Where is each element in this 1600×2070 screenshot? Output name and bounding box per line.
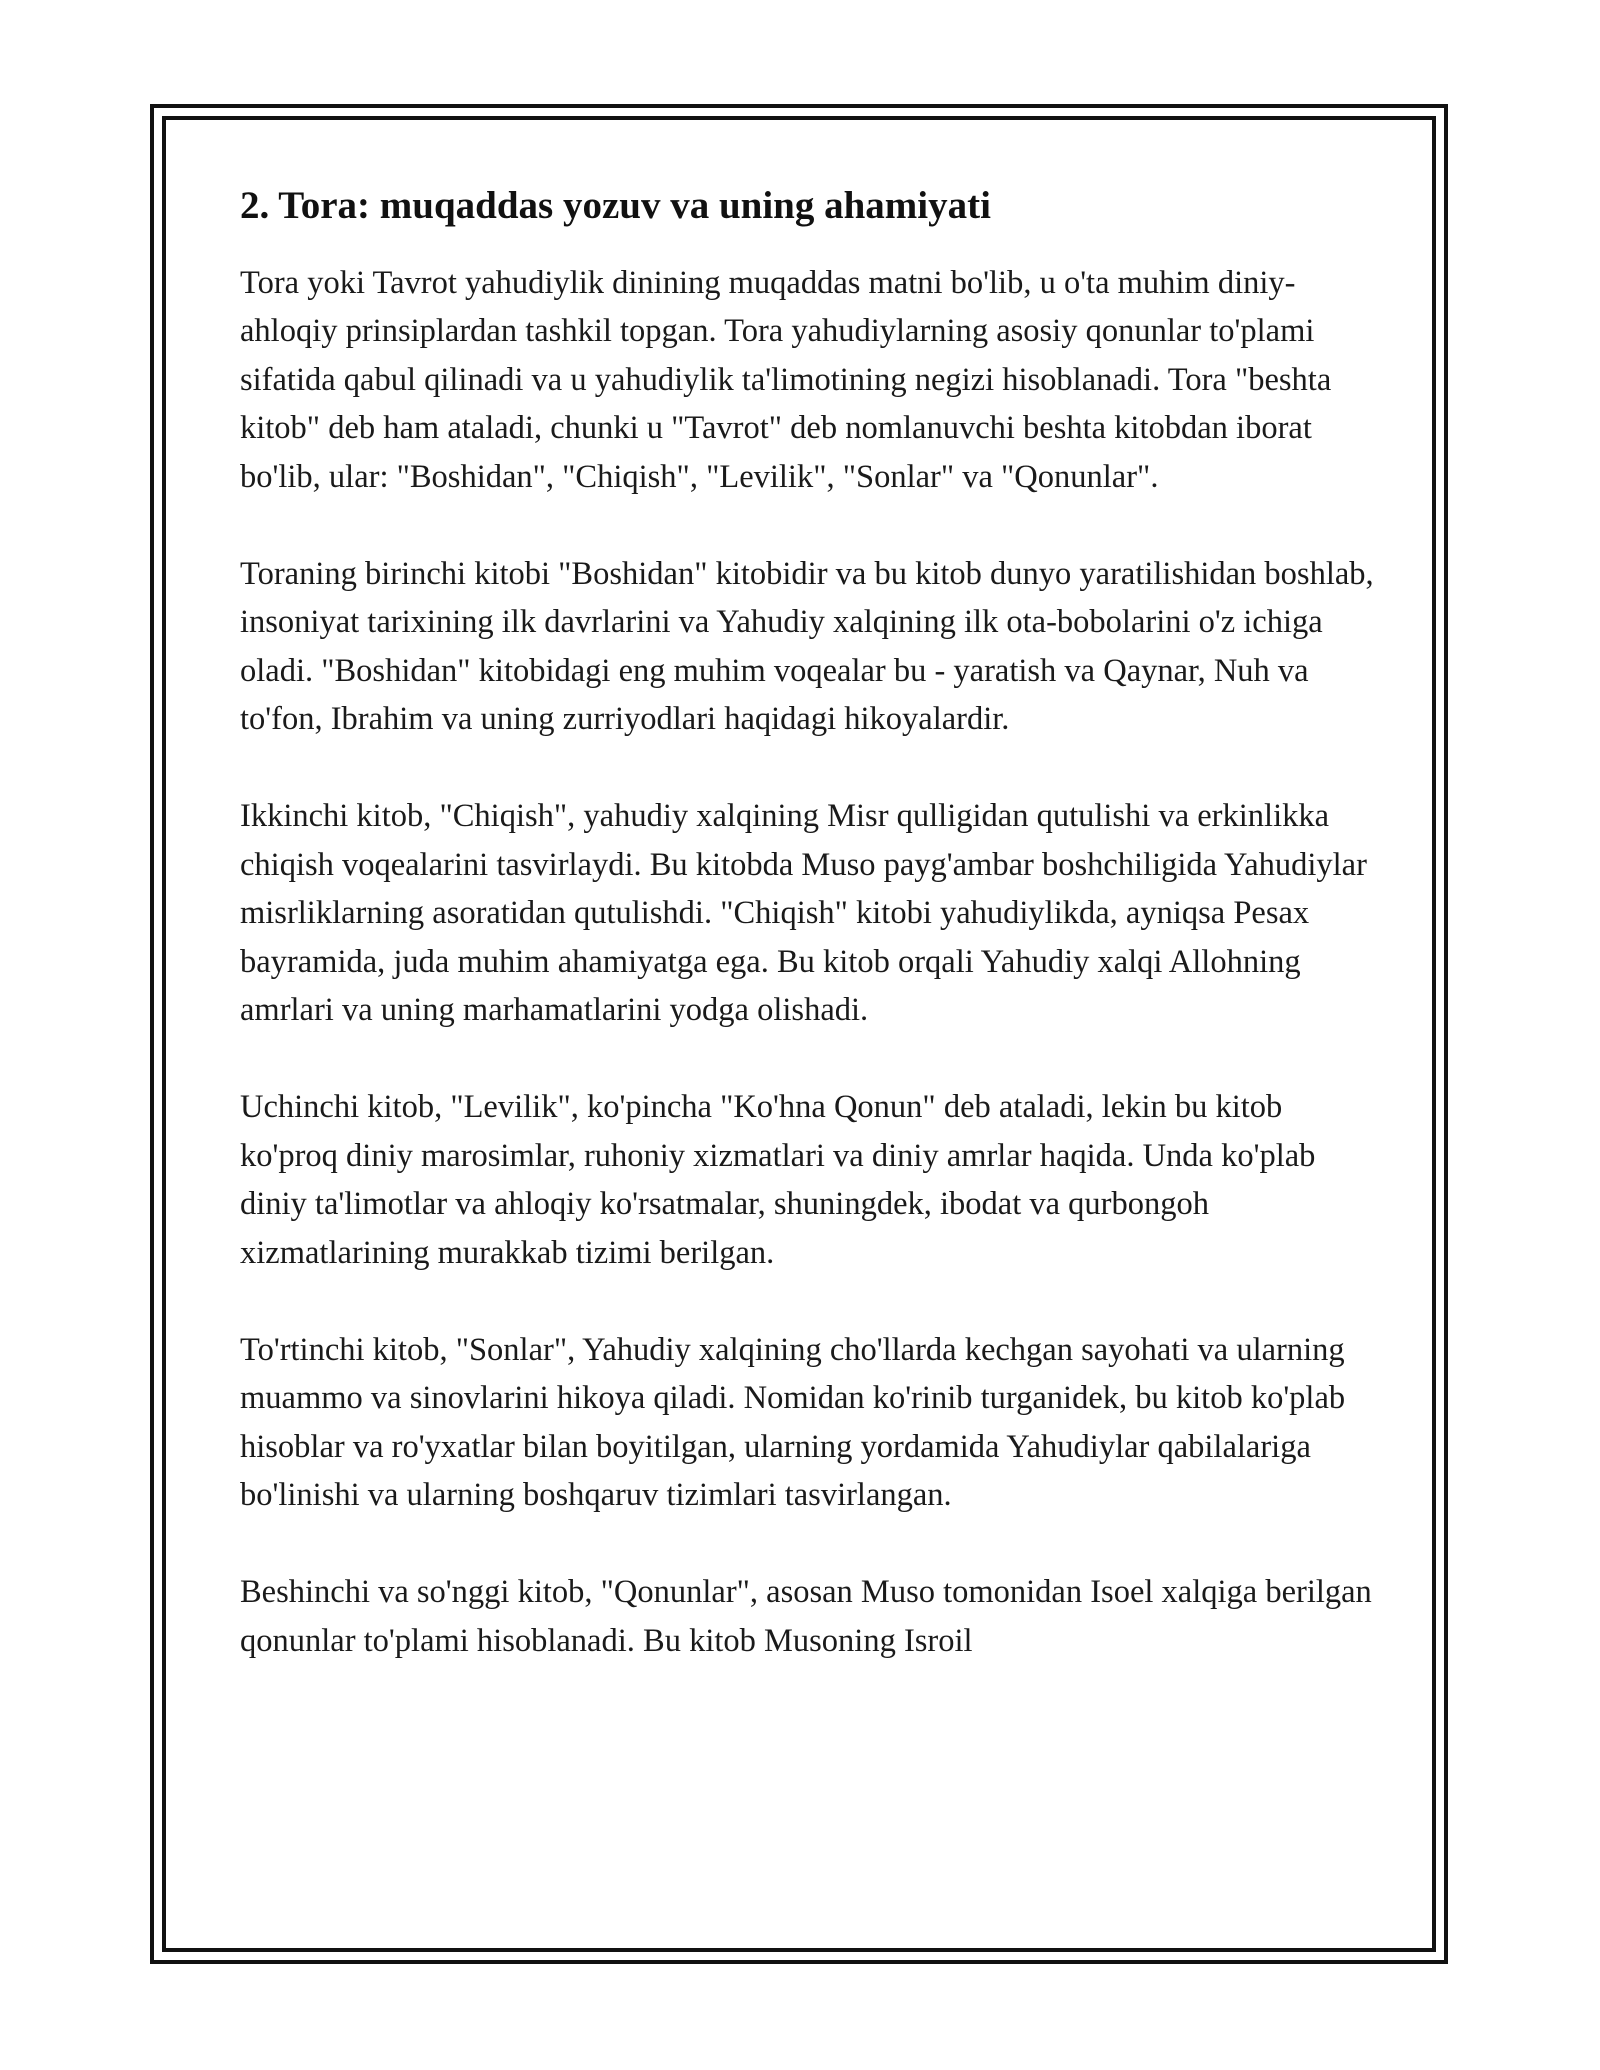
paragraph-intro: Tora yoki Tavrot yahudiylik dinining muqaddas matni bo'lib, u o'ta muhim diniy-ahloqiy prinsiplardan tashkil topgan. Tora yahudiylarning asosiy qonunlar to'plami sifatida qabul qilinadi va u yahudiylik ta'limotining negizi hisoblanadi. Tora "beshta kitob" deb ham ataladi, chunki u "Tavrot" deb nomlanuvchi beshta kitobdan iborat bo'lib, ular: "Boshidan", "Chiqish", "Levilik", "Sonlar" va "Qonunlar". — [240, 264, 1332, 495]
section-heading: 2. Tora: muqaddas yozuv va uning ahamiyati — [240, 184, 991, 227]
paragraph-fifth-book: Beshinchi va so'nggi kitob, "Qonunlar", asosan Muso tomonidan Isoel xalqiga berilgan qonunlar to'plami hisoblanadi. Bu kitob Musoning Isroil — [240, 1574, 1372, 1659]
document-body — [240, 182, 1380, 1714]
paragraph-second-book: Ikkinchi kitob, "Chiqish", yahudiy xalqining Misr qulligidan qutulishi va erkinlikka chiqish voqealarini tasvirlaydi. Bu kitobda Muso payg'ambar boshchiligida Yahudiylar misrliklarning asoratidan qutulishdi. "Chiqish" kitobi yahudiylikda, ayniqsa Pesax bayramida, juda muhim ahamiyatga ega. Bu kitob orqali Yahudiy xalqi Allohning amrlari va uning marhamatlarini yodga olishadi. — [240, 798, 1367, 1029]
paragraph-third-book: Uchinchi kitob, "Levilik", ko'pincha "Ko'hna Qonun" deb ataladi, lekin bu kitob ko'proq diniy marosimlar, ruhoniy xizmatlari va diniy amrlar haqida. Unda ko'plab diniy ta'limotlar va ahloqiy ko'rsatmalar, shuningdek, ibodat va qurbongoh xizmatlarining murakkab tizimi berilgan. — [240, 1089, 1316, 1271]
paragraph-fourth-book: To'rtinchi kitob, "Sonlar", Yahudiy xalqining cho'llarda kechgan sayohati va ularning muammo va sinovlarini hikoya qiladi. Nomidan ko'rinib turganidek, bu kitob ko'plab hisoblar va ro'yxatlar bilan boyitilgan, ularning yordamida Yahudiylar qabilalariga bo'linishi va ularning boshqaruv tizimlari tasvirlangan. — [240, 1331, 1346, 1514]
paragraph-first-book: Toraning birinchi kitobi "Boshidan" kitobidir va bu kitob dunyo yaratilishidan boshlab, insoniyat tarixining ilk davrlarini va Yahudiy xalqining ilk ota-bobolarini o'z ichiga oladi. "Boshidan" kitobidagi eng muhim voqealar bu - yaratish va Qaynar, Nuh va to'fon, Ibrahim va uning zurriyodlari haqidagi hikoyalardir. — [240, 555, 1374, 738]
page-border-outer — [150, 104, 1448, 1964]
